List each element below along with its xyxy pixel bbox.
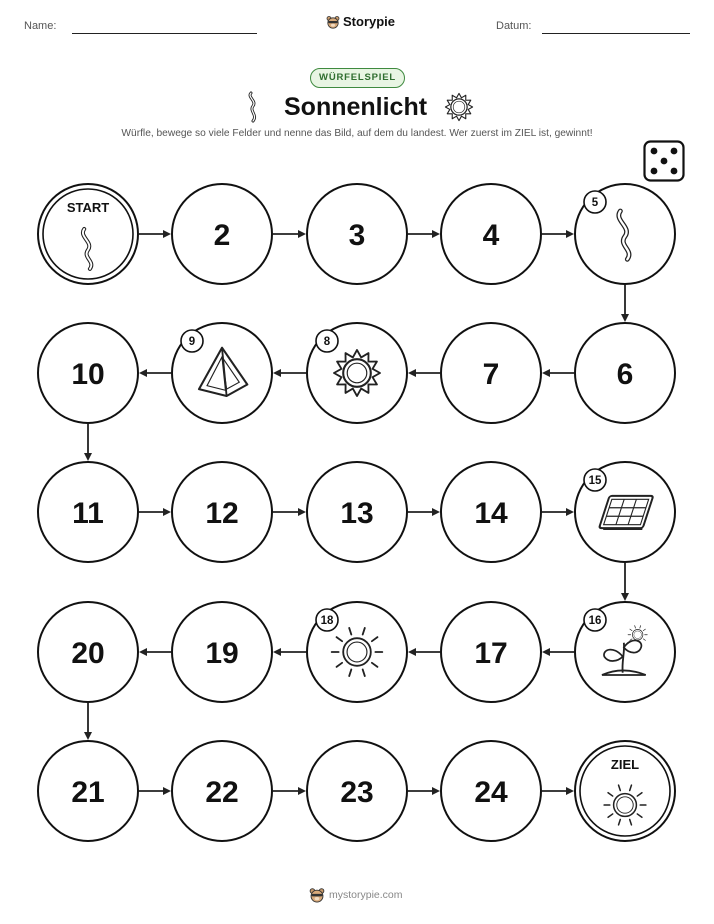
board-space <box>441 323 541 423</box>
path-arrow <box>84 703 92 740</box>
space-number: 21 <box>71 776 105 809</box>
path-arrow <box>84 424 92 461</box>
footer-url: mystorypie.com <box>329 889 403 901</box>
path-arrow <box>139 508 171 516</box>
path-arrow <box>408 787 440 795</box>
board-space <box>172 602 272 702</box>
path-arrow <box>408 648 440 656</box>
path-arrow <box>273 648 306 656</box>
page-title: Sonnenlicht <box>284 93 428 121</box>
space-number: 4 <box>482 219 500 252</box>
path-arrow <box>273 230 306 238</box>
board-space <box>38 323 138 423</box>
space-number: 19 <box>205 637 239 670</box>
game-type-badge: WÜRFELSPIEL <box>310 68 405 88</box>
space-number: 20 <box>71 637 105 670</box>
space-number: 2 <box>213 219 231 252</box>
start-space <box>38 184 138 284</box>
space-number: 17 <box>474 637 508 670</box>
board-space <box>307 602 407 702</box>
footer <box>309 887 403 903</box>
space-number: 22 <box>205 776 239 809</box>
board-space <box>38 462 138 562</box>
path-arrow <box>542 648 574 656</box>
path-arrow <box>139 648 171 656</box>
board-space <box>575 323 675 423</box>
space-number-badge: 16 <box>588 615 602 627</box>
board-space <box>575 184 675 284</box>
board-space <box>172 741 272 841</box>
board-space <box>307 741 407 841</box>
space-number: 6 <box>616 358 634 391</box>
space-number: 13 <box>340 497 374 530</box>
path-arrow <box>542 230 574 238</box>
path-arrow <box>621 563 629 601</box>
path-arrow <box>542 369 574 377</box>
instructions: Würfle, bewege so viele Felder und nenne das Bild, auf dem du landest. Wer zuerst im ZIEL ist, gewinnt! <box>121 128 593 139</box>
space-number: 14 <box>474 497 508 530</box>
path-arrow <box>408 369 440 377</box>
solar-panel-icon <box>599 496 654 529</box>
board-space <box>575 462 675 562</box>
space-number-badge: 18 <box>320 615 334 627</box>
board-space <box>172 323 272 423</box>
board-space <box>38 741 138 841</box>
board-space <box>441 462 541 562</box>
board-space <box>307 462 407 562</box>
path-arrow <box>542 508 574 516</box>
storypie-bear-logo-icon <box>309 887 325 903</box>
board-space <box>441 741 541 841</box>
finish-space <box>575 741 675 841</box>
board-space <box>172 184 272 284</box>
path-arrow <box>408 230 440 238</box>
board-space <box>307 323 407 423</box>
path-arrow <box>621 285 629 322</box>
space-label: START <box>66 200 110 215</box>
board-space <box>575 602 675 702</box>
space-number-badge: 9 <box>188 336 196 348</box>
space-number: 10 <box>71 358 105 391</box>
path-arrow <box>273 508 306 516</box>
date-label: Datum: <box>496 20 532 32</box>
path-arrow <box>273 787 306 795</box>
space-number-badge: 8 <box>323 336 331 348</box>
space-number-badge: 5 <box>591 197 599 209</box>
space-number: 11 <box>72 497 104 530</box>
board-space <box>307 184 407 284</box>
board-space <box>441 602 541 702</box>
space-number: 3 <box>348 219 366 252</box>
board-space <box>441 184 541 284</box>
space-number: 23 <box>340 776 374 809</box>
path-arrow <box>139 369 171 377</box>
path-arrow <box>542 787 574 795</box>
space-number-badge: 15 <box>588 475 602 487</box>
brand-name: Storypie <box>343 14 396 29</box>
board-space <box>38 602 138 702</box>
path-arrow <box>408 508 440 516</box>
path-arrow <box>273 369 306 377</box>
board-space <box>172 462 272 562</box>
space-number: 12 <box>205 497 239 530</box>
path-arrow <box>139 787 171 795</box>
path-arrow <box>139 230 171 238</box>
space-number: 24 <box>474 776 508 809</box>
name-label: Name: <box>24 20 57 32</box>
space-label: ZIEL <box>610 757 640 772</box>
space-number: 7 <box>482 358 500 391</box>
